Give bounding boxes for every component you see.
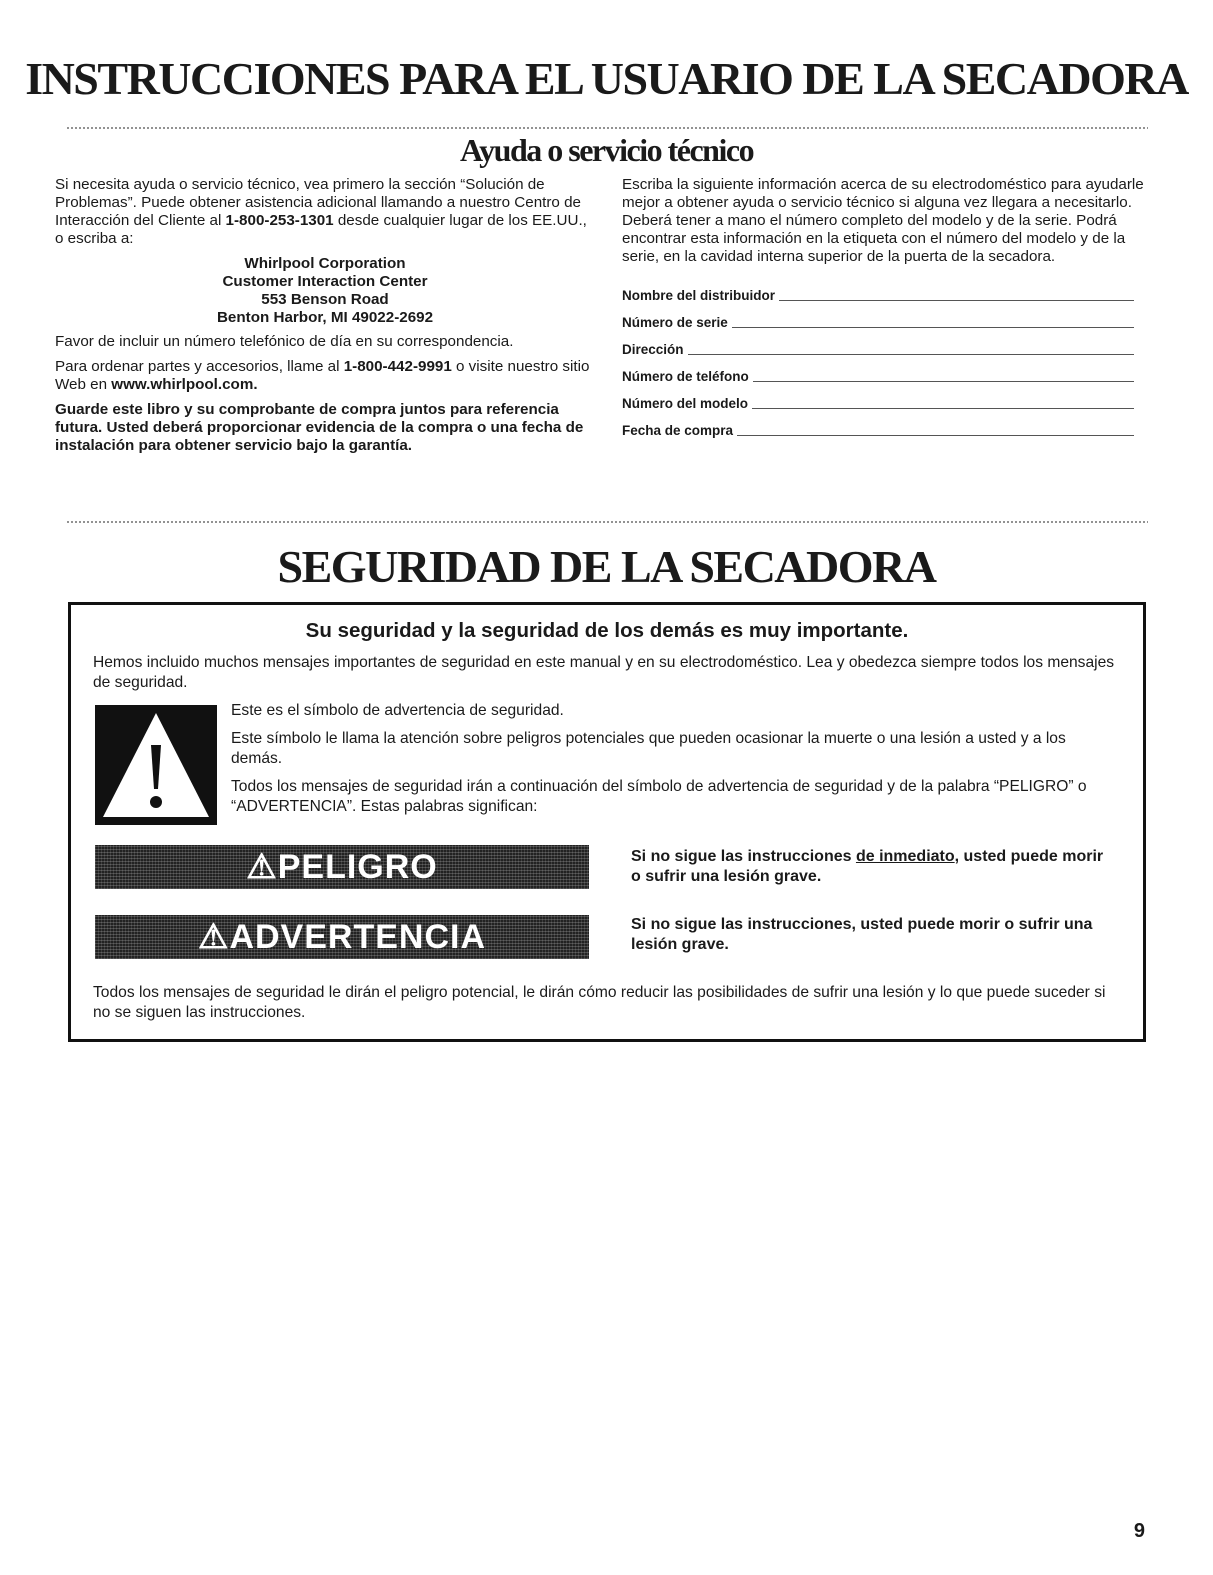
- field-line[interactable]: [732, 327, 1134, 328]
- danger-label: ⚠PELIGRO: [95, 845, 589, 889]
- field-line[interactable]: [779, 300, 1134, 301]
- help-text: o visite nuestro sitio Web en: [55, 358, 590, 393]
- phone-number: 1-800-253-1301: [225, 212, 334, 229]
- field-line[interactable]: [752, 408, 1134, 409]
- safety-closing: Todos los mensajes de seguridad le dirán el peligro potencial, le dirán cómo reducir las posibilidades de sufrir una lesión y lo que puede suceder si no se siguen las instrucciones.: [93, 984, 1106, 1021]
- danger-text-underlined: de inmediato: [855, 848, 955, 865]
- help-left-column: [55, 176, 595, 462]
- warranty-note: Guarde este libro y su comprobante de compra juntos para referencia futura. Usted deberá proporcionar evidencia de la compra o una fecha de instalación para obtener servicio bajo la garantía.: [55, 401, 584, 454]
- address-line: Benton Harbor, MI 49022-2692: [216, 309, 434, 326]
- divider: [66, 520, 1148, 524]
- field-label: Fecha de compra: [622, 423, 734, 438]
- section-title-help: Ayuda o servicio técnico: [459, 132, 754, 168]
- field-label: Número de serie: [622, 315, 728, 330]
- divider: [66, 126, 1148, 130]
- danger-text: Si no sigue las instrucciones: [631, 848, 856, 865]
- field-model-number[interactable]: [622, 386, 1134, 413]
- help-text: Para ordenar partes y accesorios, llame al: [55, 358, 344, 375]
- safety-box: [68, 602, 1146, 1042]
- field-line[interactable]: [753, 381, 1134, 382]
- warning-triangle-icon: [95, 705, 217, 825]
- page-title: INSTRUCCIONES PARA EL USUARIO DE LA SECADORA: [25, 53, 1188, 104]
- field-purchase-date[interactable]: [622, 413, 1134, 440]
- symbol-text: Este es el símbolo de advertencia de seguridad.: [231, 702, 564, 719]
- phone-number: 1-800-442-9991: [343, 358, 452, 375]
- help-paragraph: [55, 176, 595, 248]
- safety-heading: Su seguridad y la seguridad de los demás es muy importante.: [305, 619, 909, 642]
- help-paragraph: Escriba la siguiente información acerca de su electrodoméstico para ayudarle mejor a obtener ayuda o servicio técnico si alguna vez llegara a necesitarlo. Deberá tener a mano el número completo del modelo y de la serie. Podrá encontrar esta información en la etiqueta con el número del modelo y de la serie, en la cavidad interna superior de la puerta de la secadora.: [622, 176, 1144, 265]
- help-text: Si necesita ayuda o servicio técnico, vea primero la sección “Solución de Problemas”. Puede obtener asistencia adicional llamando a nuestro Centro de Interacción del Cliente al: [55, 176, 581, 229]
- help-right-column: [622, 176, 1152, 440]
- field-serial-number[interactable]: [622, 305, 1134, 332]
- symbol-text: Este símbolo le llama la atención sobre peligros potenciales que pueden ocasionar la muerte o una lesión a usted y a los demás.: [231, 730, 1066, 767]
- help-paragraph: [55, 358, 595, 394]
- symbol-explanation: [231, 701, 1121, 825]
- field-line[interactable]: [737, 435, 1134, 436]
- danger-text: , usted puede morir o sufrir una lesión grave.: [631, 848, 1104, 885]
- field-label: Número del modelo: [622, 396, 749, 411]
- danger-description: [631, 847, 1111, 887]
- field-line[interactable]: [688, 354, 1134, 355]
- field-phone-number[interactable]: [622, 359, 1134, 386]
- info-form: [622, 278, 1134, 440]
- section-title-safety: SEGURIDAD DE LA SECADORA: [277, 541, 936, 592]
- warning-label: ⚠ADVERTENCIA: [95, 915, 589, 959]
- help-paragraph: Favor de incluir un número telefónico de día en su correspondencia.: [55, 333, 514, 350]
- field-dealer-name[interactable]: [622, 278, 1134, 305]
- symbol-text: Todos los mensajes de seguridad irán a continuación del símbolo de advertencia de seguridad y de la palabra “PELIGRO” o “ADVERTENCIA”. Estas palabras significan:: [231, 778, 1087, 815]
- mailing-address: [55, 255, 595, 327]
- website-link[interactable]: www.whirlpool.com.: [111, 376, 258, 393]
- warning-description: Si no sigue las instrucciones, usted puede morir o sufrir una lesión grave.: [631, 916, 1093, 953]
- field-address[interactable]: [622, 332, 1134, 359]
- address-line: Whirlpool Corporation: [244, 255, 406, 272]
- page-number: 9: [1133, 1520, 1145, 1542]
- field-label: Dirección: [622, 342, 684, 357]
- field-label: Nombre del distribuidor: [622, 288, 776, 303]
- address-line: 553 Benson Road: [261, 291, 389, 308]
- address-line: Customer Interaction Center: [222, 273, 428, 290]
- safety-intro: Hemos incluido muchos mensajes importantes de seguridad en este manual y en su electrodoméstico. Lea y obedezca siempre todos los mensajes de seguridad.: [93, 654, 1115, 691]
- help-text: desde cualquier lugar de los EE.UU., o escriba a:: [55, 212, 587, 247]
- field-label: Número de teléfono: [622, 369, 749, 384]
